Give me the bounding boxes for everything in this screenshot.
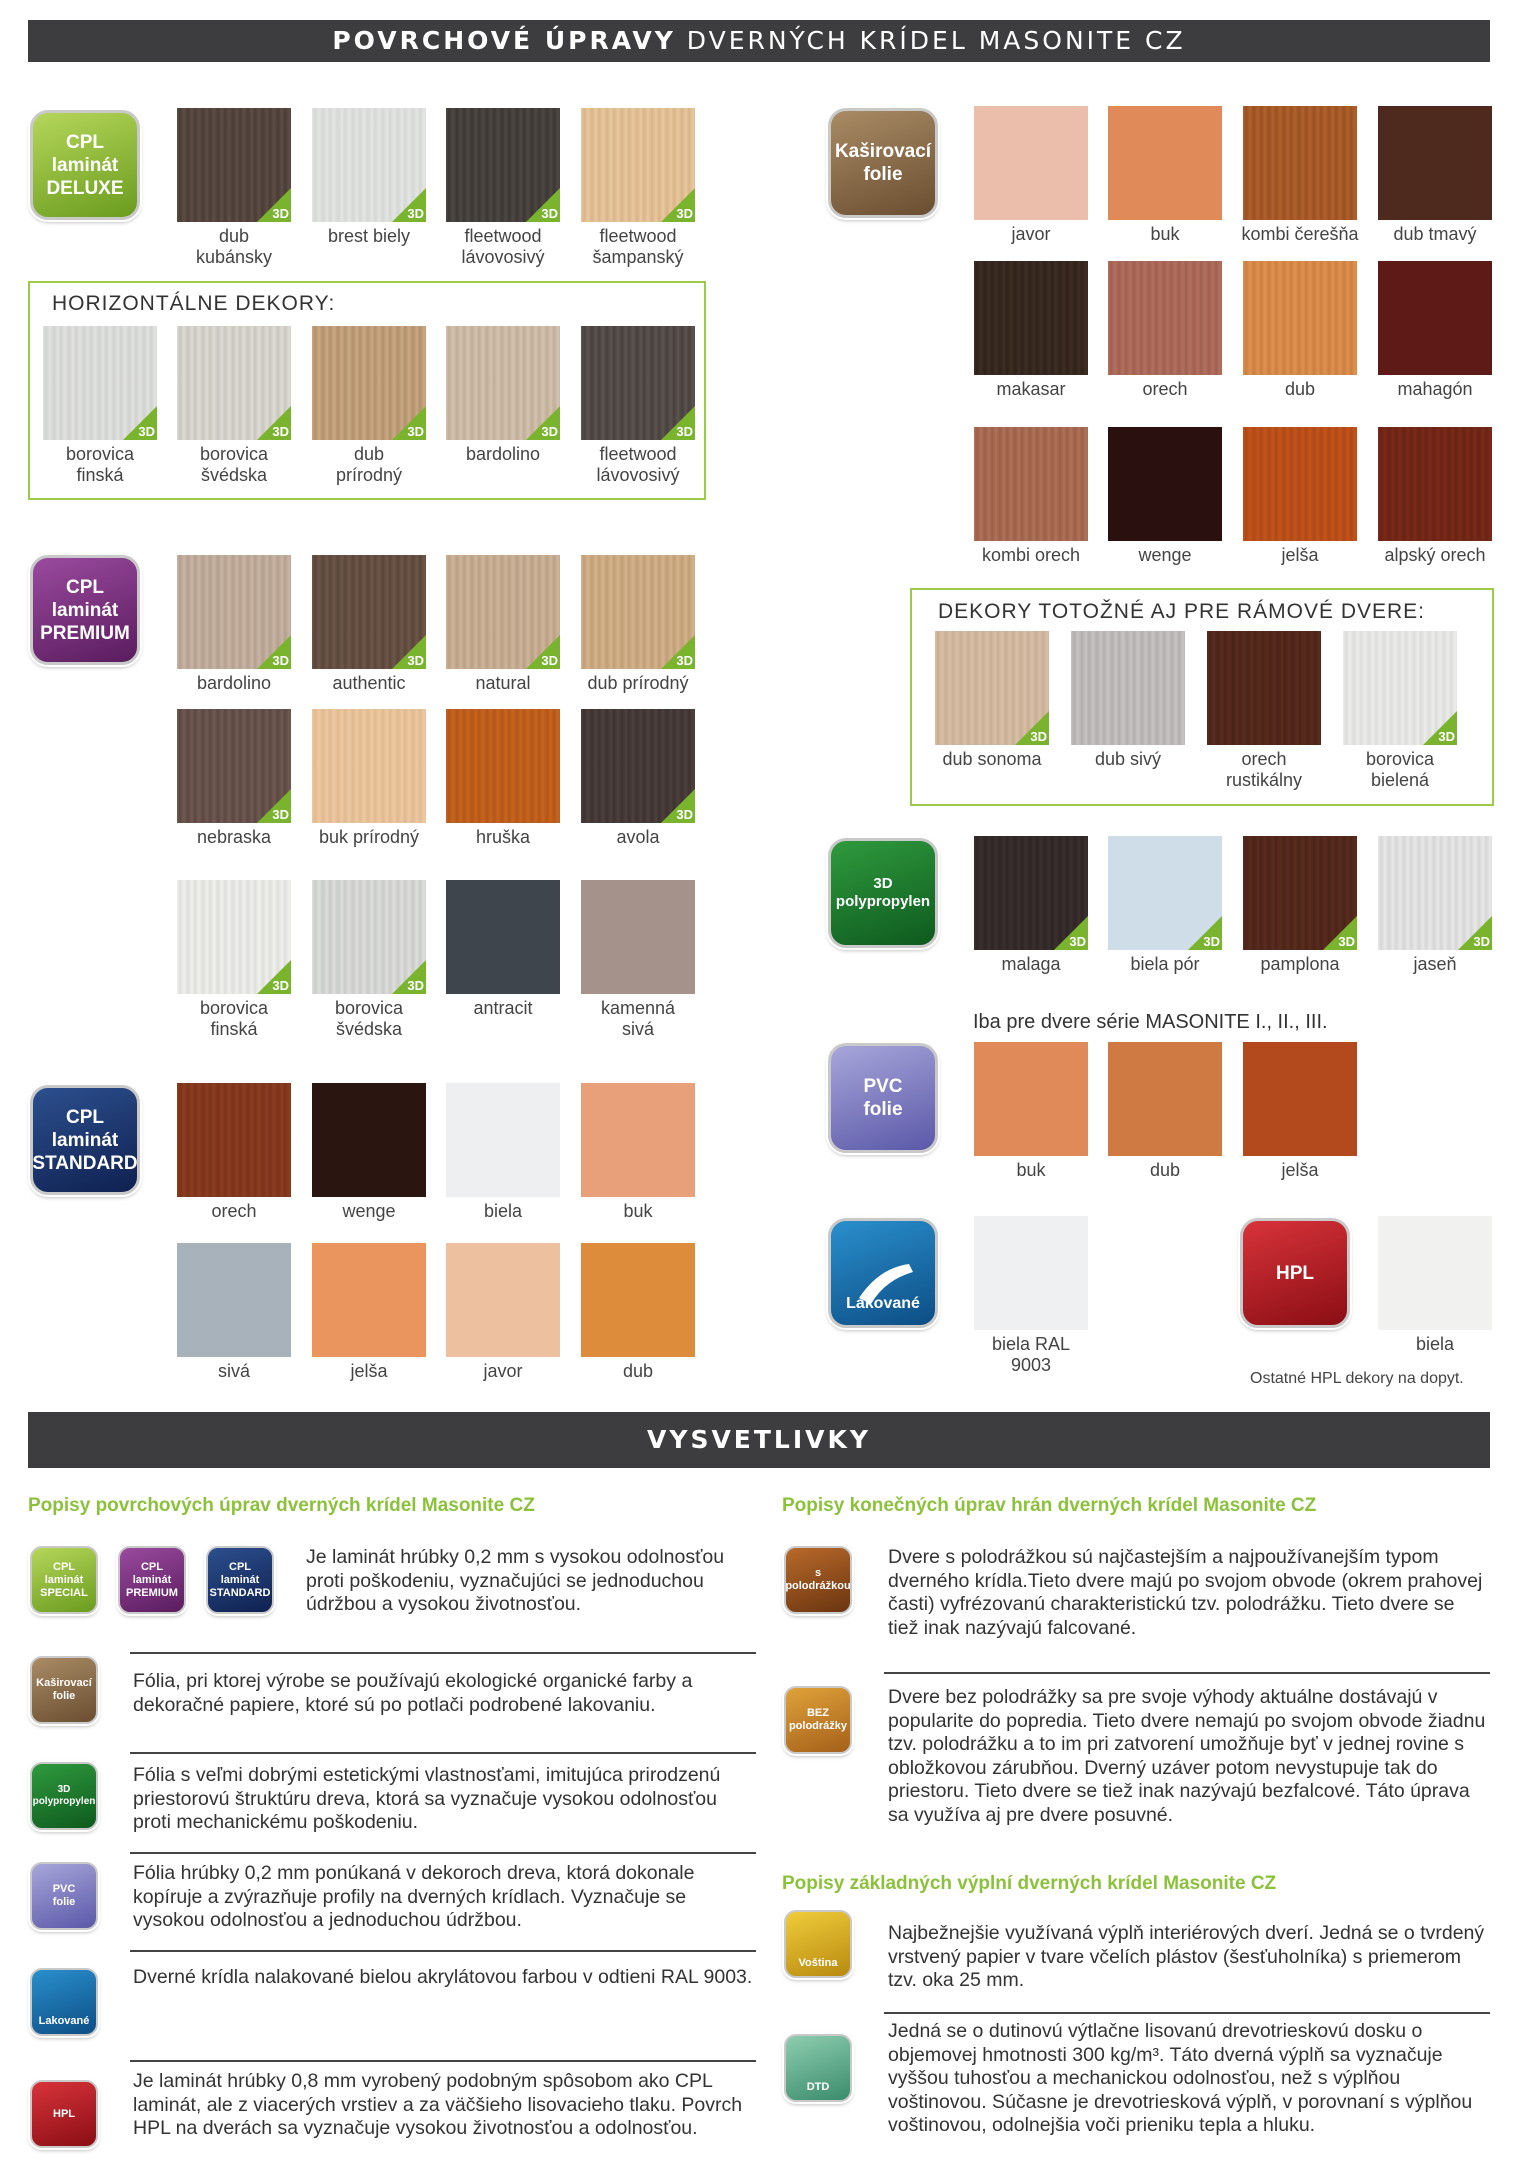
decor-label: wenge [1138, 545, 1192, 565]
decor-label: hruška [475, 827, 531, 847]
decor-swatch [974, 1216, 1088, 1330]
decor-label: borovica švédska [334, 998, 404, 1039]
legend-left-title: Popisy povrchových úprav dverných krídel Masonite CZ [28, 1495, 535, 1516]
legend-kasirovaci-desc: Fólia, pri ktorej výrobe se používajú ekologické organické farby a dekoračné papiere, ktoré sú po potlači podrobené lakovaniu. [133, 1670, 693, 1716]
decor-swatch [581, 1243, 695, 1357]
decor-label: dub [622, 1361, 654, 1381]
legend-bez-polodrazky-desc: Dvere bez polodrážky sa pre svoje výhody aktuálne dostávajú v popularite do popredia. Tieto dvere nemajú po svojom obvode žiadnu tzv. polodrážku a to im pri zatvorení umožňuje byť v jednej rovine s obložkovou zárubňou. Dverný uzáver potom nevystupuje tak do priestoru. Tieto dvere se tiež inak nazývajú bezfalcové. Táto úprava sa využíva aj pre dvere posuvné. [888, 1686, 1486, 1826]
legend-bez-polodrazky-badge: BEZ polodrážky [784, 1686, 852, 1754]
legend-s-polodrazkou-badge: s polodrážkou [784, 1546, 852, 1614]
tag-3d-label: 3D [1069, 934, 1086, 949]
decor-label: jelša [350, 1361, 388, 1381]
legend-vostina-badge: Voština [784, 1910, 852, 1978]
legend-s-polodrazkou-desc: Dvere s polodrážkou sú najčastejším a najpoužívanejším typom dverného krídla.Tieto dvere majú po svojom obvode (okrem prahovej časti) vyfrézovanú charakteristickú tzv. polodrážku. Tieto dvere se tiež inak nazývajú falcované. [888, 1546, 1483, 1639]
decor-label: fleetwood šampanský [592, 226, 684, 267]
legend-cpl-premium-badge: CPL laminát PREMIUM [118, 1546, 186, 1614]
legend-kasirovaci-badge: Kaširovací folie [30, 1656, 98, 1724]
cpl-standard-badge: CPL laminát STANDARD [30, 1085, 140, 1195]
tag-3d-label: 3D [1203, 934, 1220, 949]
decor-label: orech [1142, 379, 1188, 399]
tag-3d-label: 3D [272, 206, 289, 221]
decor-label: authentic [332, 673, 406, 693]
decor-swatch [177, 108, 291, 222]
decor-label: borovica švédska [199, 444, 269, 485]
decor-label: brest biely [327, 226, 411, 246]
decor-swatch [974, 427, 1088, 541]
decor-label: pamplona [1260, 954, 1340, 974]
decor-swatch [1108, 106, 1222, 220]
decor-swatch [1071, 631, 1185, 745]
decor-swatch [974, 106, 1088, 220]
tag-3d-label: 3D [676, 424, 693, 439]
decor-swatch [581, 1083, 695, 1197]
hpl-badge: HPL [1240, 1218, 1350, 1328]
decor-swatch [1243, 427, 1357, 541]
decor-swatch [312, 108, 426, 222]
legend-divider [130, 1752, 756, 1754]
decor-label: borovica bielená [1365, 749, 1435, 790]
tag-3d-label: 3D [676, 206, 693, 221]
legend-vostina-desc: Najbežnejšie využívaná výplň interiérových dverí. Jedná se o tvrdený vrstvený papier v tvare včelích plástov (šesťuholníka) s priemerom tzv. oka 25 mm. [888, 1922, 1485, 1991]
decor-label: dub prírodný [587, 673, 689, 693]
decor-label: fleetwood lávovosivý [596, 444, 680, 485]
legend-cpl-desc: Je laminát hrúbky 0,2 mm s vysokou odolnosťou proti poškodeniu, vyznačujúci se jednoduchou údržbou a vysokou životnosťou. [306, 1546, 725, 1615]
decor-swatch [446, 709, 560, 823]
header-title-rest: DVERNÝCH KRÍDEL MASONITE CZ [686, 26, 1186, 55]
legend-divider [884, 2012, 1490, 2014]
decor-label: dub sonoma [942, 749, 1042, 769]
decor-label: fleetwood lávovosivý [461, 226, 545, 267]
legend-cpl-standard-badge: CPL laminát STANDARD [206, 1546, 274, 1614]
decor-label: antracit [473, 998, 533, 1018]
decor-swatch [1378, 836, 1492, 950]
decor-swatch [1108, 427, 1222, 541]
tag-3d-label: 3D [676, 807, 693, 822]
legend-lakovane-badge: Lakované [30, 1968, 98, 2036]
decor-label: buk [623, 1201, 653, 1221]
lakovane-label: Lakované [846, 1295, 920, 1312]
decor-label: jaseň [1413, 954, 1457, 974]
tag-3d-label: 3D [676, 653, 693, 668]
decor-label: mahagón [1397, 379, 1473, 399]
decor-swatch [312, 326, 426, 440]
decor-swatch [1343, 631, 1457, 745]
decor-swatch [974, 836, 1088, 950]
decor-swatch [312, 1083, 426, 1197]
decor-swatch [1378, 1216, 1492, 1330]
decor-swatch [177, 555, 291, 669]
decor-label: malaga [1001, 954, 1061, 974]
decor-label: biela [1415, 1334, 1455, 1354]
decor-swatch [1108, 836, 1222, 950]
cpl-premium-badge: CPL laminát PREMIUM [30, 555, 140, 665]
decor-swatch [43, 326, 157, 440]
decor-swatch [1378, 261, 1492, 375]
decor-label: makasar [996, 379, 1066, 399]
decor-swatch [974, 261, 1088, 375]
decor-label: wenge [342, 1201, 396, 1221]
tag-3d-label: 3D [1338, 934, 1355, 949]
hpl-note: Ostatné HPL dekory na dopyt. [1250, 1370, 1464, 1387]
decor-swatch [581, 709, 695, 823]
decor-swatch [177, 326, 291, 440]
decor-swatch [1207, 631, 1321, 745]
decor-label: natural [475, 673, 531, 693]
decor-label: sivá [217, 1361, 250, 1381]
polypropylen-3d-label: 3D polypropylen [835, 875, 931, 910]
decor-swatch [1378, 106, 1492, 220]
decor-swatch [581, 555, 695, 669]
legend-lakovane-desc: Dverné krídla nalakované bielou akrylátovou farbou v odtieni RAL 9003. [133, 1966, 753, 1988]
decor-swatch [581, 108, 695, 222]
decor-swatch [446, 555, 560, 669]
tag-3d-label: 3D [541, 424, 558, 439]
decor-label: orech [211, 1201, 257, 1221]
page-header [28, 20, 1490, 62]
tag-3d-label: 3D [407, 978, 424, 993]
tag-3d-label: 3D [407, 653, 424, 668]
legend-right-title: Popisy konečných úprav hrán dverných krídel Masonite CZ [782, 1495, 1317, 1516]
tag-3d-label: 3D [407, 424, 424, 439]
decor-label: dub kubánsky [195, 226, 273, 267]
decor-label: buk prírodný [318, 827, 420, 847]
decor-swatch [1108, 261, 1222, 375]
legend-divider [130, 1950, 756, 1952]
decor-label: javor [1011, 224, 1051, 244]
kasirovaci-folie-badge: Kaširovací folie [828, 108, 938, 218]
decor-label: kamenná sivá [600, 998, 676, 1039]
decor-swatch [974, 1042, 1088, 1156]
decor-label: borovica finská [199, 998, 269, 1039]
decor-label: nebraska [196, 827, 272, 847]
decor-swatch [177, 709, 291, 823]
tag-3d-label: 3D [1473, 934, 1490, 949]
decor-label: alpský orech [1384, 545, 1486, 565]
decor-swatch [312, 555, 426, 669]
header-title-bold: POVRCHOVÉ ÚPRAVY [332, 26, 676, 55]
decor-label: jelša [1281, 1160, 1319, 1180]
decor-swatch [446, 326, 560, 440]
decor-label: avola [616, 827, 660, 847]
decor-swatch [446, 880, 560, 994]
decor-swatch [1243, 261, 1357, 375]
decor-swatch [935, 631, 1049, 745]
legend-pvc-desc: Fólia hrúbky 0,2 mm ponúkaná v dekoroch dreva, ktorá dokonale kopíruje a zvýrazňuje profily na dverných krídlach. Vyznačuje se vysokou odolnosťou a jednoduchou údržbou. [133, 1862, 695, 1931]
decor-swatch [1243, 106, 1357, 220]
decor-label: bardolino [465, 444, 541, 464]
legend-pvc-badge: PVC folie [30, 1862, 98, 1930]
legend-3d-badge [30, 1762, 98, 1830]
decor-label: biela RAL 9003 [991, 1334, 1071, 1375]
decor-swatch [581, 880, 695, 994]
decor-label: bardolino [196, 673, 272, 693]
decor-label: kombi čerešňa [1241, 224, 1359, 244]
legend-3d-desc: Fólia s veľmi dobrými estetickými vlastnosťami, imitujúca prirodzenú priestorovú štruktúru dreva, ktorá sa vyznačuje vysokou odolnosťou proti mechanickému poškodeniu. [133, 1764, 721, 1833]
horizontal-decors-title: HORIZONTÁLNE DEKORY: [52, 292, 336, 315]
legend-header: VYSVETLIVKY [28, 1412, 1490, 1468]
decor-label: biela pór [1130, 954, 1200, 974]
decor-swatch [446, 108, 560, 222]
decor-label: dub [1149, 1160, 1181, 1180]
tag-3d-label: 3D [541, 206, 558, 221]
decor-swatch [446, 1083, 560, 1197]
tag-3d-label: 3D [541, 653, 558, 668]
decor-label: dub prírodný [335, 444, 403, 485]
decor-swatch [177, 1083, 291, 1197]
legend-cpl-special-badge: CPL laminát SPECIAL [30, 1546, 98, 1614]
legend-hpl-desc: Je laminát hrúbky 0,8 mm vyrobený podobným spôsobom ako CPL laminát, ale z viacerých vrstiev a za väčšieho lisovacieho tlaku. Povrch HPL na dverách sa vyznačuje vysokou životnosťou a odolnosťou. [133, 2070, 743, 2139]
tag-3d-label: 3D [407, 206, 424, 221]
decor-label: jelša [1281, 545, 1319, 565]
polypropylen-3d-badge [828, 838, 938, 948]
tag-3d-label: 3D [138, 424, 155, 439]
tag-3d-label: 3D [1438, 729, 1455, 744]
decor-label: buk [1150, 224, 1180, 244]
legend-divider [130, 1852, 756, 1854]
brush-icon [849, 1235, 919, 1285]
decor-label: orech rustikálny [1225, 749, 1303, 790]
decor-label: kombi orech [981, 545, 1081, 565]
pvc-series-note: Iba pre dvere série MASONITE I., II., III. [973, 1011, 1328, 1033]
decor-label: javor [483, 1361, 523, 1381]
legend-dtd-desc: Jedná se o dutinovú výtlačne lisovanú drevotrieskovú dosku o objemovej hmotnosti 300 kg/m³. Táto dverná výplň sa vyznačuje vyššou tuhosťou a mechanickou odolnosťou, než s výplňou voštinovou. Súčasne je drevotriesková výplň, v porovnaní s výplňou voštinovou, odolnejšia voči prieniku tepla a hluku. [888, 2020, 1473, 2136]
legend-3d-label: 3D polypropylen [32, 1784, 96, 1807]
decor-label: buk [1016, 1160, 1046, 1180]
legend-hpl-badge: HPL [30, 2080, 98, 2148]
frame-decors-title: DEKORY TOTOŽNÉ AJ PRE RÁMOVÉ DVERE: [938, 600, 1426, 623]
decor-swatch [177, 880, 291, 994]
tag-3d-label: 3D [272, 807, 289, 822]
decor-label: borovica finská [65, 444, 135, 485]
decor-label: dub sivý [1094, 749, 1162, 769]
decor-swatch [1378, 427, 1492, 541]
legend-divider [130, 2060, 756, 2062]
tag-3d-label: 3D [272, 978, 289, 993]
lakovane-badge [828, 1218, 938, 1328]
decor-swatch [177, 1243, 291, 1357]
decor-swatch [1108, 1042, 1222, 1156]
pvc-folie-badge: PVC folie [828, 1043, 938, 1153]
tag-3d-label: 3D [272, 653, 289, 668]
legend-divider [884, 1672, 1490, 1674]
decor-swatch [446, 1243, 560, 1357]
legend-dtd-badge: DTD [784, 2034, 852, 2102]
legend-right-title-2: Popisy základných výplní dverných krídel Masonite CZ [782, 1873, 1277, 1894]
decor-swatch [581, 326, 695, 440]
decor-label: dub [1284, 379, 1316, 399]
decor-swatch [312, 709, 426, 823]
decor-label: dub tmavý [1393, 224, 1477, 244]
decor-label: biela [483, 1201, 523, 1221]
cpl-deluxe-badge: CPL laminát DELUXE [30, 110, 140, 220]
legend-divider [130, 1652, 756, 1654]
decor-swatch [1243, 836, 1357, 950]
decor-swatch [312, 1243, 426, 1357]
tag-3d-label: 3D [272, 424, 289, 439]
tag-3d-label: 3D [1030, 729, 1047, 744]
decor-swatch [1243, 1042, 1357, 1156]
decor-swatch [312, 880, 426, 994]
